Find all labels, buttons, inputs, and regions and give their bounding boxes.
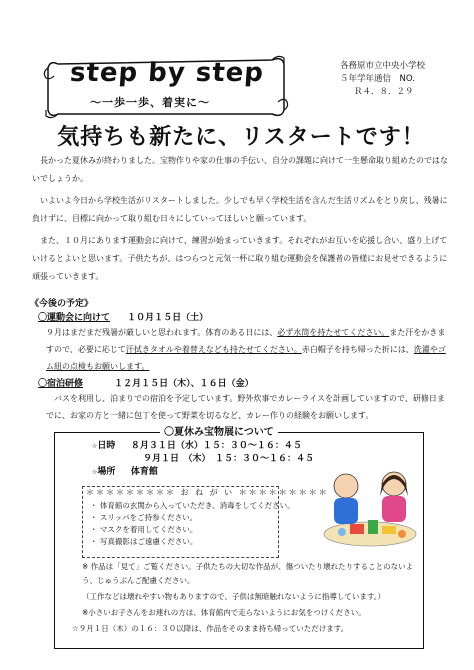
note-item: ・ マスクを着用してください。 (90, 525, 198, 534)
sports-day-heading (38, 310, 208, 323)
sports-day-body (46, 324, 448, 375)
sports-day-text-u3: 洗濯やゴム紐の点検もお願いします。 (46, 345, 446, 371)
intro-paragraph-3: また、１０月にあります運動会に向けて、練習が始まっていきます。それぞれがお互いを応援し合い、盛り上げていけるとよいと思います。子供たちが、はつらつと元気一杯に取り組む運動会を保護者の皆様にお見せできるように頑張っていきます。 (32, 236, 448, 281)
intro-paragraph-2: いよいよ今日から学校生活がリスタートしました。少しでも早く学校生活を含んだ生活リズムをとり戻し、残暑に負けずに、目標に向かって取り組む日々にしていってほしいと願っています。 (32, 196, 448, 223)
camp-heading (38, 376, 254, 389)
exhibit-date-1: ８月３１日（水）１５：３０〜１６：４５ (130, 441, 302, 451)
newsletter-subtitle: 〜一歩一歩、着実に〜 (90, 96, 210, 109)
exhibit-note-1: ※ 作品は「見て」ご覧ください。子供たちの大切な作品が、傷ついたり壊れたりすることのないよう、じゅうぶんご配慮ください。 (82, 562, 414, 585)
issue-date: Ｒ４．８．２９ (354, 87, 414, 97)
camp-label: 〇宿泊研修 (38, 379, 84, 389)
exhibit-title: 〇夏休み宝物展について (160, 423, 278, 438)
sports-day-text-b: また汗をかきますので、必要に応じて (46, 328, 446, 354)
exhibit-note-3: ※小さいお子さんをお連れの方は、体育館内で走らないようにお気をつけください。 (82, 608, 366, 617)
exhibit-place-row (92, 466, 158, 479)
issue-number: ５年学年通信 NO. (340, 74, 415, 84)
sports-day-text-a: ９月はまだまだ残暑が厳しいと思われます。体育のある日には、 (46, 328, 278, 337)
sports-day-text-u2: 汗拭きタオルや着替えなども持たせてください。 (125, 345, 302, 354)
exhibit-note-4: ☆９月１日（木）の１６：３０以降は、作品をそのまま持ち帰っていただけます。 (72, 624, 349, 633)
sports-day-label: 〇運動会に向けて (38, 313, 111, 323)
newsletter-title: step by step (68, 58, 266, 88)
exhibit-place-label: ☆場所 (92, 467, 116, 477)
note-item: ・ 写真撮影はご遠慮ください。 (90, 537, 198, 546)
note-item: ・ スリッパをご持参ください。 (90, 513, 198, 522)
sports-day-date: １０月１５日（土） (127, 313, 209, 323)
exhibit-date-label: ☆日時 (92, 441, 116, 451)
sports-day-text-u1: 必ず水筒を持たせてください。 (277, 328, 390, 337)
note-item: ・ 体育館の玄関から入っていただき、消毒をしてください。 (90, 501, 295, 510)
camp-body: バスを利用し、泊まりでの宿泊を予定しています。野外炊事でカレーライスを計画していますので、研修日までに、お家の方と一緒に包丁を使って野菜を切るなど、カレー作りの経験をお願いします。 (46, 394, 445, 420)
exhibit-date-2: ９月１日 （木） １５：３０〜１６：４５ (143, 454, 315, 464)
exhibit-date-row-1 (92, 440, 302, 453)
sports-day-text-c: 赤白帽子を持ち帰った折には、 (301, 345, 414, 354)
headline: 気持ちも新たに、リスタートです！ (57, 125, 425, 150)
notes-title: ＊＊＊＊＊＊＊＊＊ お ね が い ＊＊＊＊＊＊＊＊＊ (86, 488, 329, 497)
school-name: 各務原市立中央小学校 (340, 61, 426, 71)
schedule-heading: 《今後の予定》 (30, 299, 94, 309)
exhibit-note-2: （工作などは壊れやすい物もありますので、子供は無暗触れないように指導しています。） (82, 592, 385, 601)
intro-paragraph-1: 長かった夏休みが終わりました。宝物作りや家の仕事の手伝い、自分の課題に向けて一生懸命取り組めたのではないでしょうか。 (32, 156, 448, 183)
school-info (340, 60, 425, 99)
camp-date: １２月１５日（木）、１６日（金） (114, 379, 254, 389)
children-crafting-illustration (320, 462, 420, 552)
exhibit-place: 体育館 (130, 467, 158, 477)
